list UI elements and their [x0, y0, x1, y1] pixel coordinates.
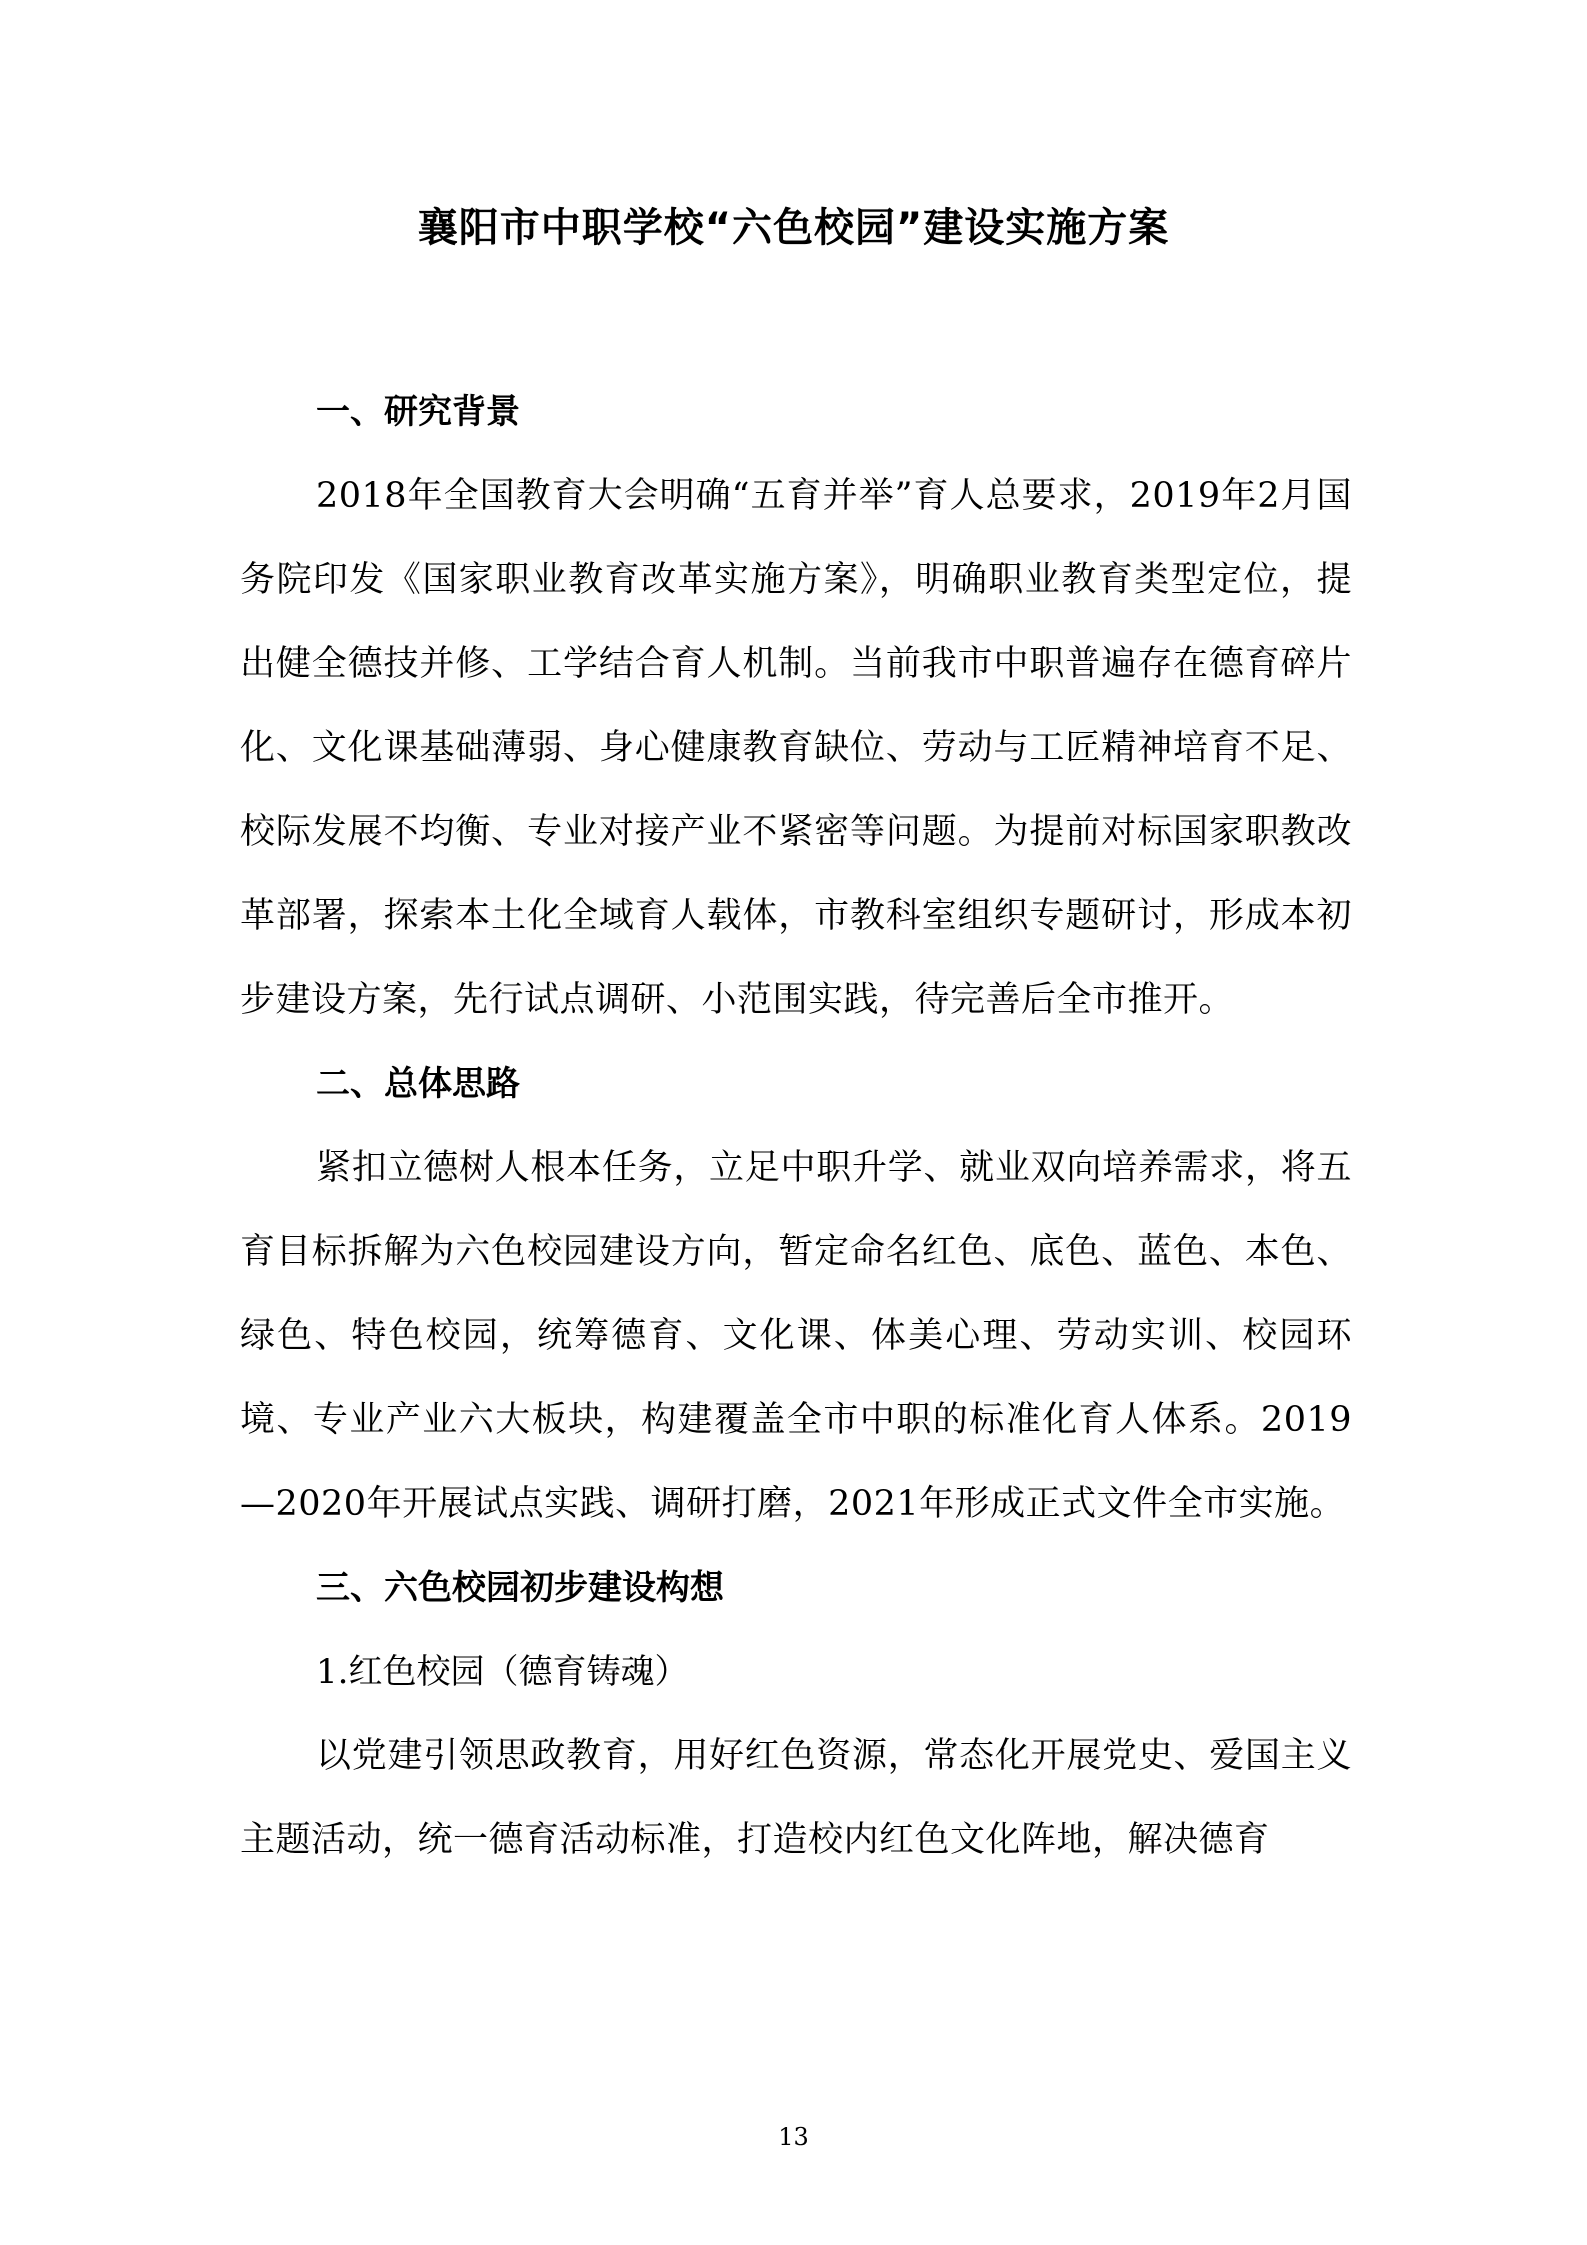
page-number: 13	[778, 2123, 809, 2151]
document-body	[240, 370, 1352, 1882]
section-heading-construction-concept: 三、六色校园初步建设构想	[316, 1568, 724, 1608]
section-paragraph-red-campus: 以党建引领思政教育，用好红色资源，常态化开展党史、爱国主义主题活动，统一德育活动标准，打造校内红色文化阵地，解决德育	[240, 1736, 1352, 1860]
section-heading-background: 一、研究背景	[316, 392, 520, 432]
section-paragraph-background: 2018年全国教育大会明确“五育并举”育人总要求，2019年2月国务院印发《国家职业教育改革实施方案》，明确职业教育类型定位，提出健全德技并修、工学结合育人机制。当前我市中职普遍存在德育碎片化、文化课基础薄弱、身心健康教育缺位、劳动与工匠精神培育不足、校际发展不均衡、专业对接产业不紧密等问题。为提前对标国家职教改革部署，探索本土化全域育人载体，市教科室组织专题研讨，形成本初步建设方案，先行试点调研、小范围实践，待完善后全市推开。	[240, 476, 1352, 1020]
section-heading-overall-approach: 二、总体思路	[316, 1064, 520, 1104]
section-paragraph-overall-approach: 紧扣立德树人根本任务，立足中职升学、就业双向培养需求，将五育目标拆解为六色校园建设方向，暂定命名红色、底色、蓝色、本色、绿色、特色校园，统筹德育、文化课、体美心理、劳动实训、校园环境、专业产业六大板块，构建覆盖全市中职的标准化育人体系。2019—2020年开展试点实践、调研打磨，2021年形成正式文件全市实施。	[240, 1148, 1352, 1524]
subsection-heading-red-campus: 1.红色校园（德育铸魂）	[316, 1652, 689, 1692]
document-title: 襄阳市中职学校“六色校园”建设实施方案	[417, 205, 1170, 251]
